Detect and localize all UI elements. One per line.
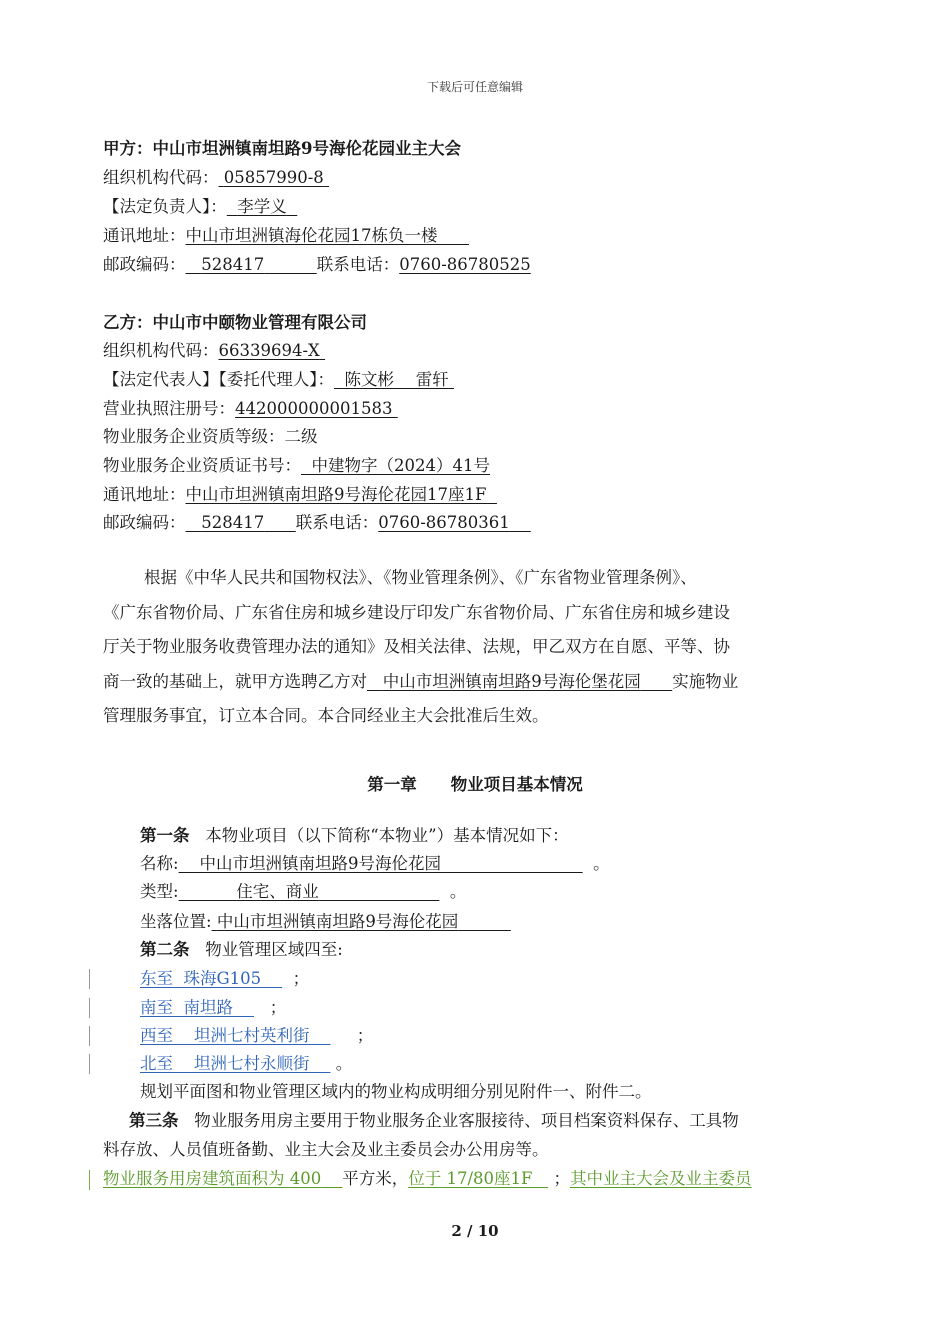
revision-bar	[89, 969, 90, 989]
preamble-line: 管理服务事宜，订立本合同。本合同经业主大会批准后生效。	[103, 706, 549, 725]
party-b-cert-label: 物业服务企业资质证书号：	[103, 456, 301, 475]
article-1-name-row: 名称: 中山市坦洲镇南坦路9号海伦花园 。	[140, 854, 610, 873]
party-b-grade-label: 物业服务企业资质等级：	[103, 427, 285, 446]
article-1-intro	[140, 825, 569, 847]
article-1-text: 本物业项目（以下简称“本物业”）基本情况如下：	[205, 826, 569, 845]
boundary-north: 北至 坦洲七村永顺街	[140, 1054, 310, 1073]
article-1-location-row	[140, 911, 511, 933]
chapter-number: 第一章	[367, 775, 417, 794]
preamble-paragraph	[103, 561, 848, 734]
revision-bar	[89, 998, 90, 1018]
party-a-postcode-label: 邮政编码：	[103, 255, 186, 274]
party-a-org-code: 05857990-8	[223, 168, 324, 187]
boundary-north-row: 北至 坦洲七村永顺街 。	[140, 1054, 353, 1073]
party-a-address-label: 通讯地址：	[103, 226, 186, 245]
party-a-legal-rep-label: 【法定负责人】：	[103, 197, 227, 216]
boundary-west-row: 西至 坦洲七村英利街 ；	[140, 1026, 374, 1045]
boundary-south: 南至 南坦路	[140, 998, 233, 1017]
article-3-line-2: 料存放、人员值班备勤、业主大会及业主委员会办公用房等。	[103, 1140, 549, 1159]
article-3-tail: 其中业主大会及业主委员	[569, 1169, 752, 1188]
party-a-legal-rep-row	[103, 196, 297, 218]
boundary-east: 东至 珠海G105	[140, 969, 262, 988]
preamble-project-name: 中山市坦洲镇南坦路9号海伦堡花园	[382, 671, 641, 691]
party-b-grade-row	[103, 426, 318, 448]
project-name-label: 名称:	[140, 854, 179, 873]
chapter-title: 物业项目基本情况	[450, 775, 583, 794]
article-2-intro	[140, 939, 343, 961]
project-name: 中山市坦洲镇南坦路9号海伦花园	[199, 854, 442, 873]
party-a-address-row	[103, 225, 469, 247]
article-1-type-row: 类型: 住宅、商业 。	[140, 882, 467, 901]
party-b-phone-label: 联系电话：	[295, 513, 379, 532]
service-room-location: 位于 17/80座1F	[408, 1169, 533, 1188]
project-type-label: 类型:	[140, 882, 179, 901]
party-b-cert-row	[103, 455, 490, 477]
party-b-phone: 0760-86780361	[378, 513, 510, 532]
preamble-line: 厅关于物业服务收费管理办法的通知》及相关法律、法规，甲乙双方在自愿、平等、协	[103, 637, 730, 656]
preamble-line: 根据《中华人民共和国物权法》、《物业管理条例》、《广东省物业管理条例》、	[144, 568, 697, 587]
party-b-rep-row	[103, 369, 454, 391]
revision-bar	[89, 1026, 90, 1046]
party-b-rep-label: 【法定代表人】【委托代理人】：	[103, 370, 334, 389]
party-a-legal-rep: 李学义	[237, 197, 287, 216]
party-a-address: 中山市坦洲镇海伦花园17栋负一楼	[185, 226, 438, 245]
revision-bar	[89, 1054, 90, 1074]
party-b-license-row	[103, 398, 398, 420]
project-location: 中山市坦洲镇南坦路9号海伦花园	[216, 912, 459, 931]
party-a-phone-label: 联系电话：	[316, 255, 400, 274]
article-2-label: 第二条	[140, 940, 190, 959]
service-room-area: 物业服务用房建筑面积为 400	[103, 1169, 322, 1188]
party-b-org-code: 66339694-X	[218, 341, 320, 360]
page-header: 下载后可任意编辑	[426, 80, 523, 94]
article-1-label: 第一条	[140, 826, 190, 845]
party-b-license: 442000000001583	[235, 399, 393, 418]
boundary-east-row: 东至 珠海G105 ；	[140, 969, 310, 988]
party-b-contact-row	[103, 512, 531, 534]
party-b-address-row	[103, 484, 497, 506]
article-3-area-row: 物业服务用房建筑面积为 400 平方米，位于 17/80座1F ；其中业主大会及业主委员	[103, 1169, 752, 1188]
page-number: 2 / 10	[451, 1222, 499, 1240]
preamble-line: 商一致的基础上，就甲方选聘乙方对 中山市坦洲镇南坦路9号海伦堡花园 实施物业	[103, 671, 739, 691]
party-b-cert: 中建物字（2024）41号	[311, 456, 490, 475]
party-a-title: 甲方：中山市坦洲镇南坦路9号海伦花园业主大会	[103, 139, 461, 158]
boundary-west: 西至 坦洲七村英利街	[140, 1026, 310, 1045]
party-b-postcode: 528417	[201, 513, 265, 532]
party-a-phone: 0760-86780525	[399, 255, 531, 274]
party-b-license-label: 营业执照注册号：	[103, 399, 235, 418]
party-b-address-label: 通讯地址：	[103, 485, 186, 504]
preamble-line: 《广东省物价局、广东省住房和城乡建设厅印发广东省物价局、广东省住房和城乡建设	[103, 602, 730, 622]
party-b-address: 中山市坦洲镇南坦路9号海伦花园17座1F	[185, 485, 487, 504]
article-2-text: 物业管理区域四至:	[205, 940, 343, 959]
project-location-label: 坐落位置:	[140, 912, 212, 931]
party-a-org-code-label: 组织机构代码：	[103, 168, 219, 187]
party-a-contact-row	[103, 254, 531, 276]
party-b-grade: 二级	[284, 427, 318, 446]
boundary-south-row: 南至 南坦路 ；	[140, 998, 287, 1017]
article-3-label: 第三条	[129, 1111, 179, 1130]
party-b-rep: 陈文彬 雷轩	[344, 370, 449, 389]
revision-bar	[89, 1170, 90, 1190]
party-b-title: 乙方：中山市中颐物业管理有限公司	[103, 313, 367, 332]
party-b-postcode-label: 邮政编码：	[103, 513, 186, 532]
article-2-note: 规划平面图和物业管理区域内的物业构成明细分别见附件一、附件二。	[140, 1082, 652, 1101]
chapter-heading	[0, 771, 950, 795]
article-3-line-1: 第三条 物业服务用房主要用于物业服务企业客服接待、项目档案资料保存、工具物	[129, 1111, 739, 1130]
party-a-org-code-row	[103, 167, 329, 189]
party-b-org-code-row	[103, 340, 325, 362]
project-type: 住宅、商业	[236, 882, 319, 901]
party-b-org-code-label: 组织机构代码：	[103, 341, 219, 360]
party-a-postcode: 528417	[201, 255, 265, 274]
